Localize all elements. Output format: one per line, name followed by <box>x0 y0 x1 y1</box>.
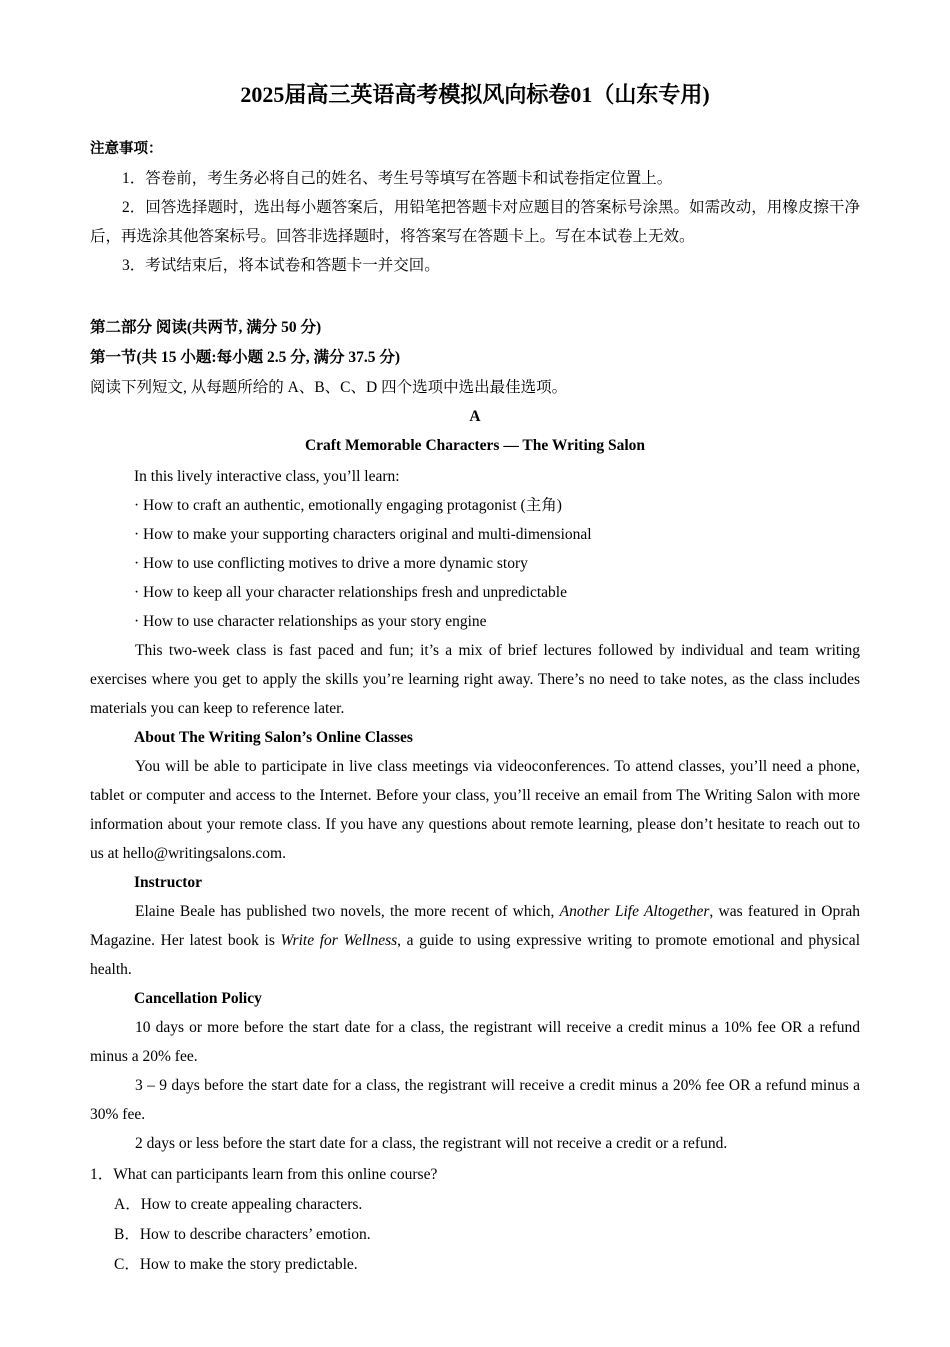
answer-option: A．How to create appealing characters. <box>114 1196 363 1213</box>
passage-paragraph: This two-week class is fast paced and fun; it’s a mix of brief lectures followed by individual and team writing exercises where you get to apply the skills you’re learning right away. There’s no need to take notes, as the class includes materials you can keep to reference later. <box>90 642 860 717</box>
question-1 <box>90 1160 860 1280</box>
bullet-item: · How to use conflicting motives to drive a more dynamic story <box>134 555 528 572</box>
about-paragraph: You will be able to participate in live class meetings via videoconferences. To attend classes, you’ll need a phone, tablet or computer and access to the Internet. Before your class, you’ll receive an email from The Writing Salon with more information about your remote class. If you have any questions about remote learning, please don’t hesitate to reach out to us at hello@writingsalons.com. <box>90 758 860 862</box>
page-title: 2025届高三英语高考模拟风向标卷01（山东专用) <box>240 82 710 107</box>
section-header <box>90 313 860 460</box>
cancellation-item: 2 days or less before the start date for a class, the registrant will not receive a credit or a refund. <box>135 1135 728 1152</box>
cancellation-heading: Cancellation Policy <box>134 990 262 1007</box>
subsection-heading: 第一节(共 15 小题:每小题 2.5 分, 满分 37.5 分) <box>90 349 400 366</box>
about-heading: About The Writing Salon’s Online Classes <box>134 729 413 746</box>
bullet-item: · How to keep all your character relationships fresh and unpredictable <box>134 584 567 601</box>
notice-item: 3．考试结束后，将本试卷和答题卡一并交回。 <box>122 257 440 274</box>
passage-body <box>90 462 860 1158</box>
book-title: Another Life Altogether <box>559 903 710 920</box>
instruction-text: 阅读下列短文, 从每题所给的 A、B、C、D 四个选项中选出最佳选项。 <box>90 379 568 396</box>
question-stem: 1．What can participants learn from this online course? <box>90 1166 438 1183</box>
instructor-paragraph <box>90 897 860 984</box>
bullet-item: · How to use character relationships as your story engine <box>134 613 487 630</box>
instructor-heading: Instructor <box>134 874 203 891</box>
part-heading: 第二部分 阅读(共两节, 满分 50 分) <box>90 319 322 336</box>
notice-heading: 注意事项： <box>90 141 163 157</box>
answer-option: B．How to describe characters’ emotion. <box>114 1226 371 1243</box>
notice-section <box>90 135 860 280</box>
passage-intro: In this lively interactive class, you’ll learn: <box>134 468 400 485</box>
passage-heading: Craft Memorable Characters — The Writing Salon <box>304 437 646 454</box>
instructor-text: , was featured in Oprah Magazine. Her latest book is <box>90 903 860 949</box>
instructor-text: Elaine Beale has published two novels, the more recent of which, <box>135 903 560 920</box>
cancellation-item: 3 – 9 days before the start date for a class, the registrant will receive a credit minus a 20% fee OR a refund minus a 30% fee. <box>90 1077 860 1123</box>
bullet-item: · How to craft an authentic, emotionally engaging protagonist (主角) <box>134 497 562 514</box>
book-title: Write for Wellness <box>280 932 398 949</box>
answer-option: C．How to make the story predictable. <box>114 1256 358 1273</box>
instructor-text: , a guide to using expressive writing to promote emotional and physical health. <box>90 932 860 978</box>
notice-item: 2．回答选择题时，选出每小题答案后，用铅笔把答题卡对应题目的答案标号涂黑。如需改动，用橡皮擦干净后，再选涂其他答案标号。回答非选择题时，将答案写在答题卡上。写在本试卷上无效。 <box>90 199 860 245</box>
notice-item: 1．答卷前，考生务必将自己的姓名、考生号等填写在答题卡和试卷指定位置上。 <box>122 170 673 187</box>
bullet-item: · How to make your supporting characters original and multi-dimensional <box>134 526 592 543</box>
passage-letter: A <box>469 408 481 425</box>
cancellation-item: 10 days or more before the start date for a class, the registrant will receive a credit minus a 10% fee OR a refund minus a 20% fee. <box>90 1019 860 1065</box>
